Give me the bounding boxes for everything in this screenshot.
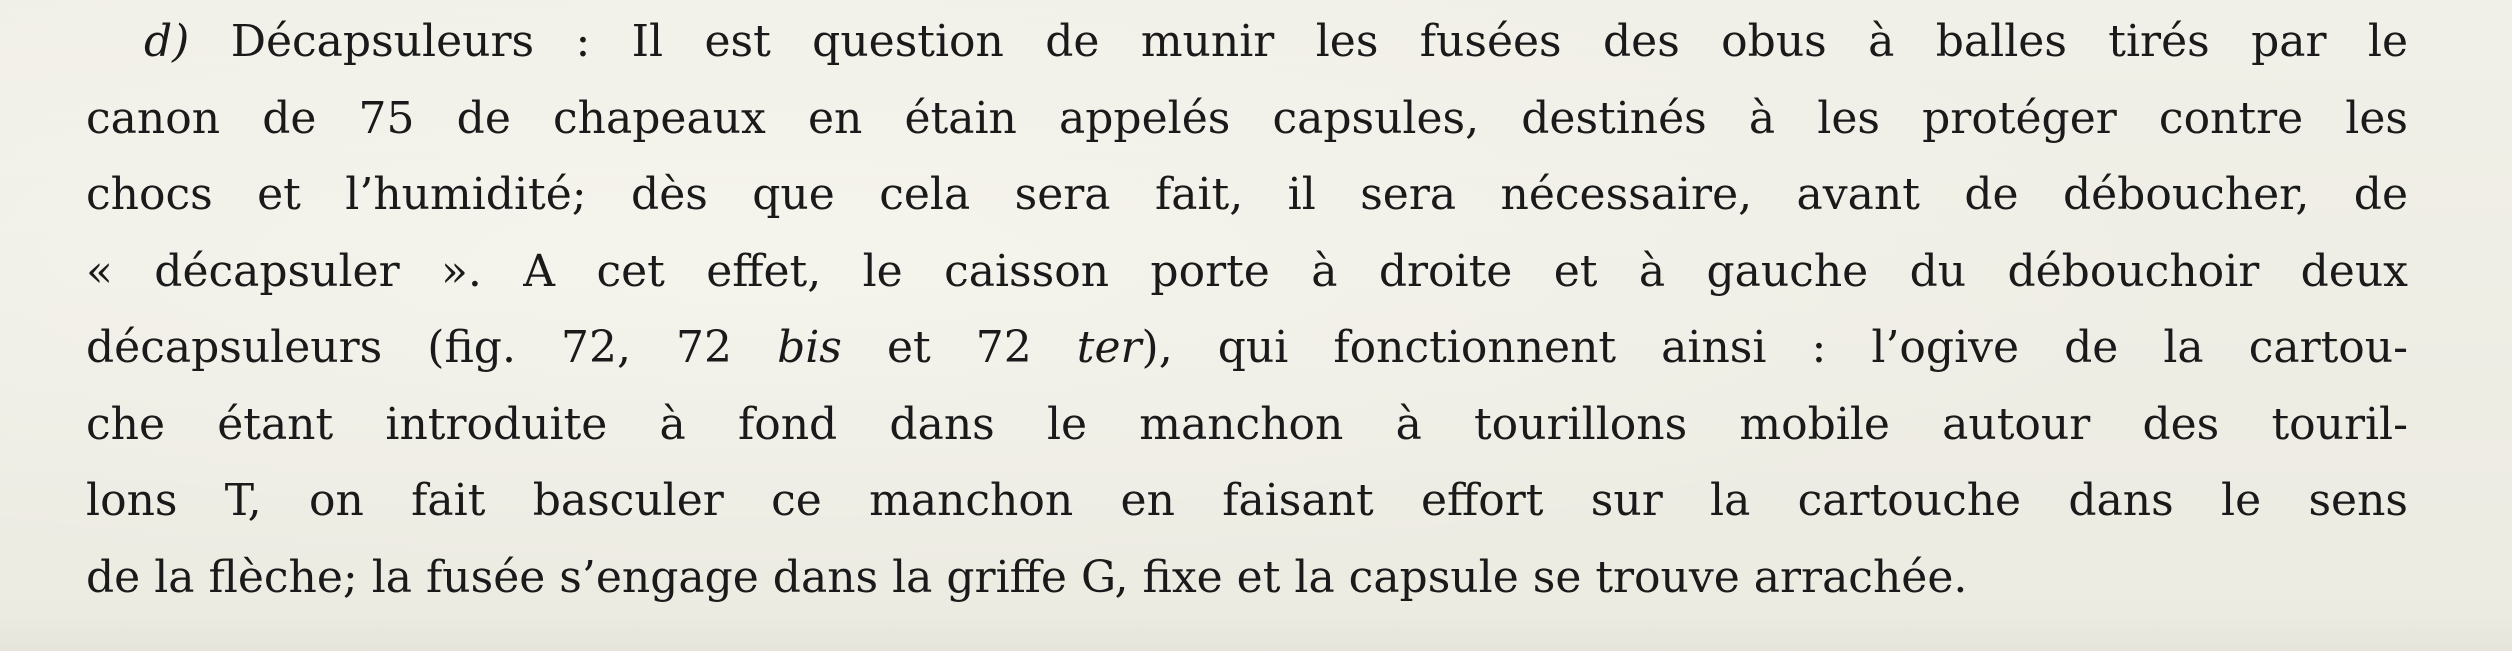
text-line-4: « décapsuler ». A cet effet, le caisson porte à droite et à gauche du débouchoir deux <box>86 245 2408 297</box>
text-line-5 <box>86 310 2408 387</box>
paragraph-decapsuleurs <box>86 4 2408 616</box>
text-line-1 <box>86 4 2408 81</box>
text-line-7: lons T, on fait basculer ce manchon en faisant effort sur la cartouche dans le sens <box>86 475 2408 526</box>
italic-bis: bis <box>777 322 842 373</box>
text-line-3: chocs et l’humidité; dès que cela sera fait, il sera nécessaire, avant de déboucher, de <box>86 169 2408 220</box>
text-line-8: de la flèche; la fusée s’engage dans la griffe G, fixe et la capsule se trouve arrachée. <box>86 551 1968 603</box>
line-5-part-a: décapsuleurs (fig. 72, 72 <box>86 322 778 373</box>
text-line-6: che étant introduite à fond dans le manchon à tourillons mobile autour des touril- <box>86 398 2408 450</box>
text-line-2: canon de 75 de chapeaux en étain appelés capsules, destinés à les protéger contre les <box>86 92 2408 144</box>
line-1-text: Décapsuleurs : Il est question de munir les fusées des obus à balles tirés par le <box>189 16 2408 67</box>
line-5-part-b: et 72 <box>841 322 1077 373</box>
italic-ter: ter <box>1076 322 1142 373</box>
line-5-part-c: ), qui fonctionnent ainsi : l’ogive de la cartou- <box>1141 322 2408 373</box>
item-label: d) <box>144 16 190 67</box>
page-bleed-shadow <box>0 611 2512 651</box>
